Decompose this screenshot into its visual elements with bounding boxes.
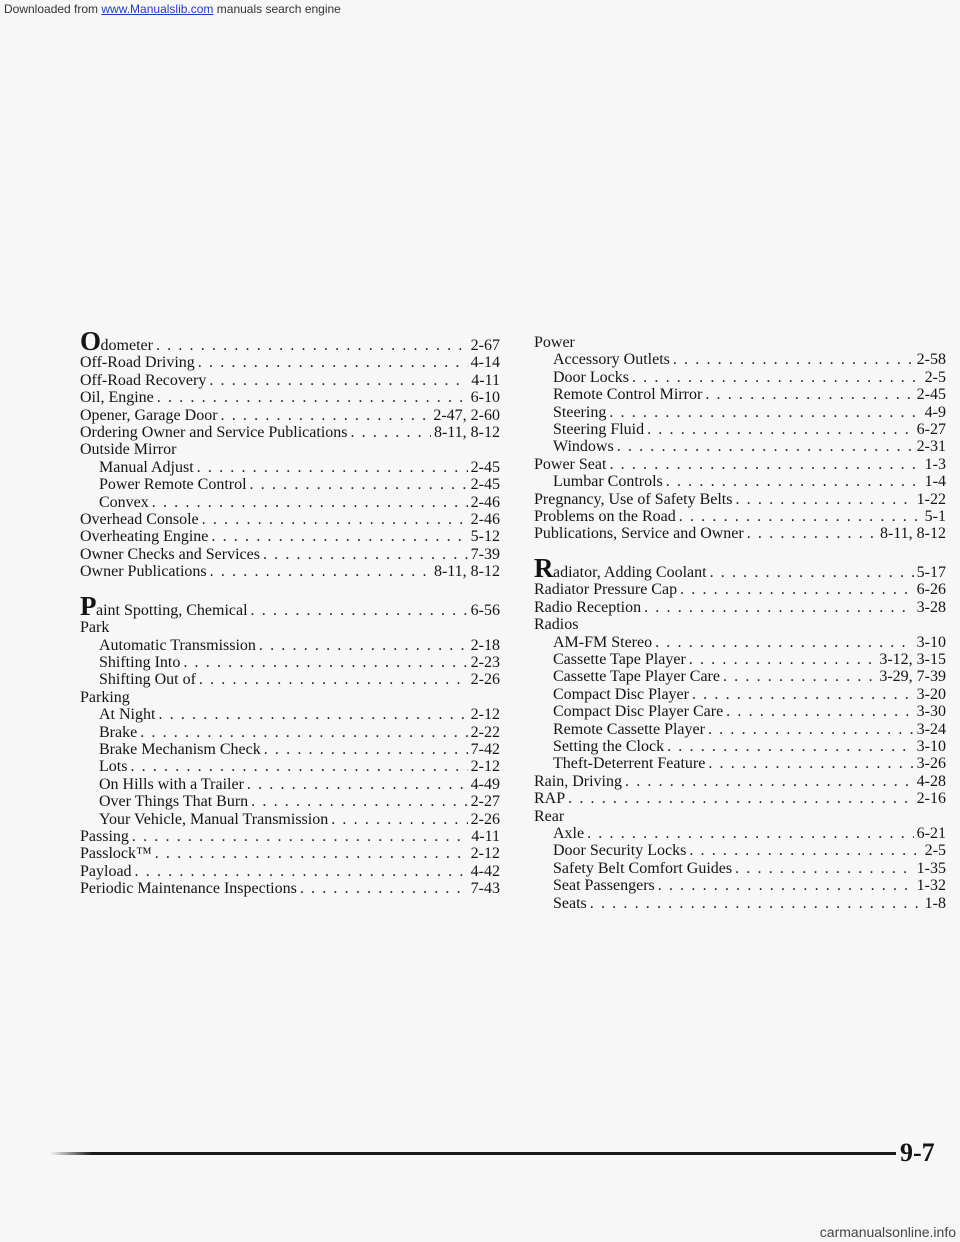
- entry-page: 2-5: [924, 842, 946, 860]
- entry-page: 2-22: [470, 723, 500, 741]
- leader-dots: [680, 581, 914, 598]
- index-entry: [80, 828, 500, 845]
- index-entry: [80, 424, 500, 441]
- entry-page: 3-24: [916, 720, 946, 738]
- entry-page: 3-30: [916, 703, 946, 721]
- index-column-left: [80, 326, 500, 898]
- entry-page: 3-10: [916, 737, 946, 755]
- entry-term: Automatic Transmission: [99, 636, 256, 654]
- index-subentry: [534, 351, 946, 368]
- leader-dots: [202, 511, 468, 528]
- leader-dots: [221, 407, 431, 424]
- entry-page: 4-14: [470, 354, 500, 372]
- leader-dots: [199, 671, 468, 688]
- entry-term: Oil, Engine: [80, 389, 154, 407]
- entry-term: RAP: [534, 790, 566, 808]
- entry-term: Accessory Outlets: [553, 351, 670, 369]
- index-subentry: [534, 842, 946, 859]
- leader-dots: [708, 721, 914, 738]
- leader-dots: [726, 703, 914, 720]
- entry-term: Convex: [99, 493, 149, 511]
- index-subentry: [534, 438, 946, 455]
- leader-dots: [247, 776, 468, 793]
- entry-page: 7-43: [470, 880, 500, 898]
- entry-term-rest: aint Spotting, Chemical: [96, 601, 248, 619]
- entry-page: 2-5: [924, 368, 946, 386]
- entry-page: 7-42: [470, 740, 500, 758]
- entry-term: Problems on the Road: [534, 508, 676, 526]
- index-entry: [80, 389, 500, 406]
- index-entry: [534, 599, 946, 616]
- leader-dots: [132, 828, 468, 845]
- index-entry: [534, 491, 946, 508]
- index-subentry: [534, 703, 946, 720]
- index-subentry: [80, 637, 500, 654]
- entry-term: Seats: [553, 894, 587, 912]
- entry-page: 3-12, 3-15: [879, 650, 946, 668]
- index-entry: [534, 508, 946, 525]
- index-entry: [80, 863, 500, 880]
- entry-term-rest: adiator, Adding Coolant: [553, 563, 707, 581]
- index-entry: [80, 354, 500, 371]
- leader-dots: [183, 654, 467, 671]
- entry-term: Owner Checks and Services: [80, 545, 260, 563]
- index-subentry: [534, 825, 946, 842]
- leader-dots: [735, 860, 914, 877]
- index-subentry: [80, 671, 500, 688]
- index-entry: [80, 407, 500, 424]
- entry-page: 2-45: [916, 386, 946, 404]
- entry-page: 6-27: [916, 421, 946, 439]
- index-entry: [80, 528, 500, 545]
- index-entry: [80, 546, 500, 563]
- leader-dots: [723, 668, 876, 685]
- entry-term: Pregnancy, Use of Safety Belts: [534, 490, 733, 508]
- index-heading: Outside Mirror: [80, 441, 177, 459]
- entry-page: 5-12: [470, 528, 500, 546]
- page-number: 9-7: [900, 1138, 935, 1167]
- entry-page: 8-11, 8-12: [433, 424, 500, 442]
- index-entry: [80, 326, 500, 356]
- entry-page: 4-11: [471, 371, 500, 389]
- index-entry: [80, 845, 500, 862]
- leader-dots: [251, 602, 468, 619]
- leader-dots: [259, 637, 468, 654]
- entry-term: Passlock™: [80, 845, 152, 863]
- entry-term: Owner Publications: [80, 563, 207, 581]
- leader-dots: [210, 563, 431, 580]
- entry-page: 2-46: [470, 511, 500, 529]
- index-heading: Rear: [534, 807, 565, 825]
- index-column-right: [534, 334, 946, 912]
- index-subentry: [80, 476, 500, 493]
- entry-page: 1-8: [924, 894, 946, 912]
- leader-dots: [263, 546, 468, 563]
- entry-term: Overheating Engine: [80, 528, 209, 546]
- entry-term: Setting the Clock: [553, 737, 665, 755]
- index-subentry: [534, 721, 946, 738]
- entry-page: 7-39: [470, 545, 500, 563]
- entry-page: 6-21: [916, 824, 946, 842]
- entry-term: [80, 326, 153, 356]
- leader-dots: [705, 386, 913, 403]
- entry-term: Windows: [553, 438, 614, 456]
- entry-term: Your Vehicle, Manual Transmission: [99, 810, 329, 828]
- entry-page: 2-18: [470, 636, 500, 654]
- leader-dots: [198, 354, 468, 371]
- leader-dots: [609, 404, 921, 421]
- index-subentry: [80, 758, 500, 775]
- leader-dots: [609, 456, 921, 473]
- leader-dots: [156, 337, 468, 354]
- leader-dots: [157, 389, 468, 406]
- entry-term: Door Security Locks: [553, 842, 687, 860]
- entry-term: Periodic Maintenance Inspections: [80, 880, 297, 898]
- index-subentry: [534, 755, 946, 772]
- entry-term: Cassette Tape Player Care: [553, 668, 720, 686]
- entry-page: 1-3: [924, 455, 946, 473]
- index-heading: Parking: [80, 688, 130, 706]
- entry-term: Steering Fluid: [553, 421, 645, 439]
- index-subentry: [80, 776, 500, 793]
- manualslib-link[interactable]: www.Manualslib.com: [101, 2, 214, 16]
- entry-term: Off-Road Driving: [80, 354, 195, 372]
- index-subentry: [534, 651, 946, 668]
- index-subentry: [80, 811, 500, 828]
- entry-page: 2-45: [470, 458, 500, 476]
- leader-dots: [679, 508, 922, 525]
- index-subentry: [80, 793, 500, 810]
- entry-term: Theft-Deterrent Feature: [553, 755, 706, 773]
- entry-page: 2-45: [470, 476, 500, 494]
- entry-page: 1-35: [916, 859, 946, 877]
- index-entry: [80, 372, 500, 389]
- entry-page: 2-31: [916, 438, 946, 456]
- entry-page: 3-26: [916, 755, 946, 773]
- leader-dots: [747, 525, 877, 542]
- leader-dots: [647, 421, 914, 438]
- leader-dots: [735, 491, 913, 508]
- leader-dots: [158, 706, 467, 723]
- entry-page: 6-26: [916, 581, 946, 599]
- index-heading: Park: [80, 619, 110, 637]
- entry-page: 2-26: [470, 671, 500, 689]
- entry-term: Safety Belt Comfort Guides: [553, 859, 733, 877]
- entry-term: Door Locks: [553, 368, 629, 386]
- index-entry: [534, 581, 946, 598]
- watermark-suffix: manuals search engine: [213, 2, 341, 16]
- index-subentry: [534, 634, 946, 651]
- leader-dots: [632, 369, 922, 386]
- leader-dots: [211, 528, 467, 545]
- leader-dots: [689, 842, 921, 859]
- index-subentry: [534, 386, 946, 403]
- section-initial: R: [534, 552, 553, 583]
- index-heading: Radios: [534, 616, 579, 634]
- section-gap: [80, 581, 500, 599]
- index-subentry: [534, 421, 946, 438]
- leader-dots: [251, 793, 468, 810]
- entry-term: [80, 590, 248, 621]
- leader-dots: [710, 564, 914, 581]
- entry-page: 1-32: [916, 877, 946, 895]
- entry-term: Lots: [99, 758, 128, 776]
- index-entry: [80, 880, 500, 897]
- index-entry: [534, 525, 946, 542]
- entry-term-rest: dometer: [100, 337, 153, 354]
- entry-page: 4-28: [916, 772, 946, 790]
- site-watermark: carmanualsonline.info: [819, 1224, 956, 1240]
- entry-term: Compact Disc Player: [553, 685, 689, 703]
- entry-term: Overhead Console: [80, 511, 199, 529]
- section-initial: P: [80, 590, 96, 621]
- entry-term: Axle: [553, 824, 585, 842]
- entry-term: Seat Passengers: [553, 877, 655, 895]
- leader-dots: [264, 741, 468, 758]
- entry-page: 2-27: [470, 793, 500, 811]
- entry-term: Power Remote Control: [99, 476, 247, 494]
- entry-term: Compact Disc Player Care: [553, 703, 724, 721]
- index-subentry: [534, 895, 946, 912]
- entry-page: 4-11: [471, 827, 500, 845]
- section-initial: O: [80, 326, 101, 356]
- leader-dots: [209, 372, 468, 389]
- index-entry: [80, 590, 500, 621]
- entry-page: 2-23: [470, 653, 500, 671]
- entry-page: 4-9: [924, 403, 946, 421]
- leader-dots: [155, 845, 468, 862]
- entry-term: Over Things That Burn: [99, 793, 249, 811]
- index-entry: [534, 773, 946, 790]
- entry-term: Publications, Service and Owner: [534, 525, 744, 543]
- index-subentry: [80, 494, 500, 511]
- entry-page: 1-22: [916, 490, 946, 508]
- entry-term: Payload: [80, 862, 132, 880]
- leader-dots: [197, 459, 468, 476]
- leader-dots: [300, 880, 468, 897]
- entry-term: Brake: [99, 723, 138, 741]
- index-entry: [80, 563, 500, 580]
- leader-dots: [689, 651, 877, 668]
- index-subentry: [534, 473, 946, 490]
- entry-page: 2-12: [470, 845, 500, 863]
- entry-term: Shifting Into: [99, 653, 181, 671]
- entry-term: Manual Adjust: [99, 458, 194, 476]
- entry-page: 2-16: [916, 790, 946, 808]
- entry-term: Remote Control Mirror: [553, 386, 703, 404]
- section-gap: [534, 543, 946, 561]
- index-subentry: [534, 686, 946, 703]
- entry-page: 2-26: [470, 810, 500, 828]
- entry-page: 3-20: [916, 685, 946, 703]
- entry-term: Radio Reception: [534, 598, 642, 616]
- leader-dots: [568, 790, 914, 807]
- index-subentry: [534, 738, 946, 755]
- index-entry: [534, 456, 946, 473]
- leader-dots: [135, 863, 468, 880]
- footer-rule: [50, 1152, 896, 1155]
- leader-dots: [673, 351, 914, 368]
- leader-dots: [655, 634, 914, 651]
- download-watermark: [4, 2, 341, 16]
- entry-page: 4-42: [470, 862, 500, 880]
- leader-dots: [692, 686, 914, 703]
- leader-dots: [152, 494, 468, 511]
- index-subentry: [534, 877, 946, 894]
- entry-page: 3-28: [916, 598, 946, 616]
- leader-dots: [590, 895, 922, 912]
- entry-term: AM-FM Stereo: [553, 633, 653, 651]
- leader-dots: [130, 758, 467, 775]
- entry-page: 6-56: [470, 601, 500, 619]
- entry-page: 3-10: [916, 633, 946, 651]
- entry-page: 1-4: [924, 473, 946, 491]
- leader-dots: [617, 438, 914, 455]
- leader-dots: [644, 599, 914, 616]
- entry-term: Remote Cassette Player: [553, 720, 705, 738]
- index-entry: [534, 552, 946, 583]
- entry-term: Lumbar Controls: [553, 473, 663, 491]
- index-subentry: [80, 654, 500, 671]
- entry-term: Cassette Tape Player: [553, 650, 686, 668]
- entry-term: Steering: [553, 403, 607, 421]
- index-subentry: [80, 459, 500, 476]
- entry-page: 5-17: [916, 563, 946, 581]
- entry-page: 2-67: [470, 337, 500, 354]
- entry-term: Ordering Owner and Service Publications: [80, 424, 348, 442]
- index-entry: [80, 511, 500, 528]
- entry-term: Radiator Pressure Cap: [534, 581, 678, 599]
- index-subentry: [534, 404, 946, 421]
- leader-dots: [587, 825, 914, 842]
- entry-term: Rain, Driving: [534, 772, 622, 790]
- index-subentry: [80, 706, 500, 723]
- entry-page: 4-49: [470, 775, 500, 793]
- watermark-prefix: Downloaded from: [4, 2, 102, 16]
- index-subentry: [80, 724, 500, 741]
- entry-term: On Hills with a Trailer: [99, 775, 244, 793]
- leader-dots: [658, 877, 914, 894]
- entry-term: Passing: [80, 827, 129, 845]
- entry-page: 8-11, 8-12: [433, 563, 500, 581]
- entry-term: Off-Road Recovery: [80, 371, 207, 389]
- entry-page: 2-58: [916, 351, 946, 369]
- leader-dots: [667, 738, 914, 755]
- index-subentry: [534, 369, 946, 386]
- index-entry: [534, 790, 946, 807]
- entry-term: [534, 552, 707, 583]
- leader-dots: [140, 724, 467, 741]
- entry-page: 2-12: [470, 758, 500, 776]
- index-subentry: [80, 741, 500, 758]
- leader-dots: [666, 473, 922, 490]
- entry-page: 3-29, 7-39: [879, 668, 946, 686]
- leader-dots: [331, 811, 467, 828]
- leader-dots: [708, 755, 913, 772]
- leader-dots: [250, 476, 468, 493]
- entry-term: Power Seat: [534, 455, 607, 473]
- entry-page: 5-1: [924, 508, 946, 526]
- entry-page: 2-12: [470, 706, 500, 724]
- index-subentry: [534, 860, 946, 877]
- leader-dots: [350, 424, 430, 441]
- index-heading: Power: [534, 334, 575, 351]
- leader-dots: [625, 773, 914, 790]
- entry-page: 6-10: [470, 389, 500, 407]
- entry-term: At Night: [99, 706, 156, 724]
- entry-page: 2-47, 2-60: [433, 406, 500, 424]
- entry-page: 2-46: [470, 493, 500, 511]
- entry-term: Shifting Out of: [99, 671, 196, 689]
- entry-term: Opener, Garage Door: [80, 406, 218, 424]
- index-subentry: [534, 668, 946, 685]
- entry-page: 8-11, 8-12: [879, 525, 946, 543]
- entry-term: Brake Mechanism Check: [99, 740, 261, 758]
